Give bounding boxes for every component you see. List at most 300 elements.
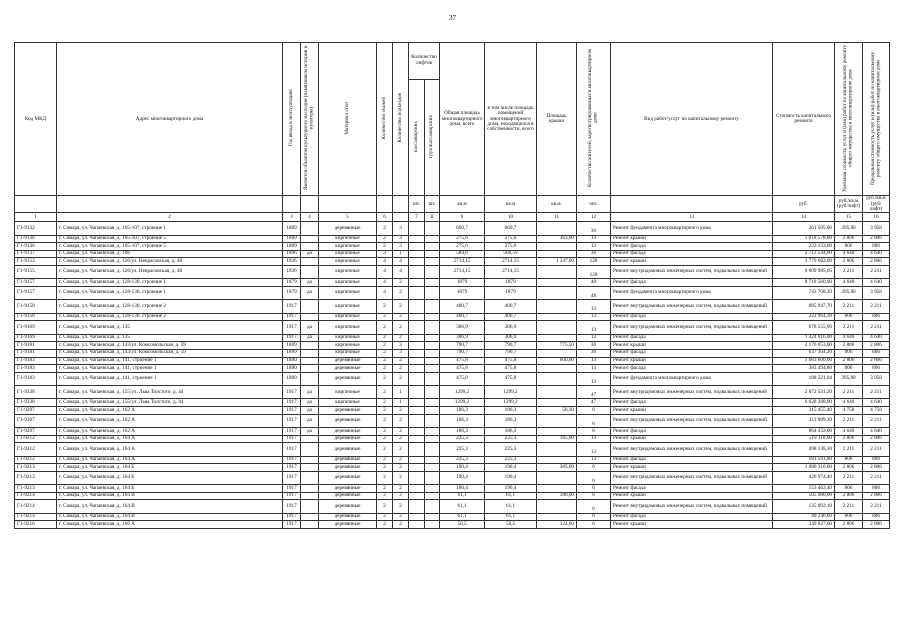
cell-address: г. Самара, ул. Чапаевская, д. 164 Б (57, 485, 283, 493)
cell-lifts-pass (409, 258, 425, 266)
cell-address: г. Самара, ул. Чапаевская, д. 105-107, строение 5 (57, 243, 283, 251)
cell-code: Г1-9136 (15, 235, 57, 243)
cell-area-roof (537, 428, 577, 436)
cell-entrances: 2 (393, 407, 409, 415)
cell-area-private: 1879 (485, 286, 537, 299)
cell-area-total: 190,4 (440, 471, 485, 484)
table-row (15, 513, 890, 521)
cell-lifts-freight (425, 357, 440, 365)
cell-unit-cost: 2 211 (835, 471, 863, 484)
cell-area-total: 225,3 (440, 435, 485, 443)
cell-cost: 1 018 578,00 (773, 235, 835, 243)
cell-cost: 519 110,00 (773, 435, 835, 443)
cell-residents: 6 (577, 485, 611, 493)
cell-area-private: 790,7 (485, 342, 537, 350)
cell-heritage: да (301, 414, 319, 427)
repair-register-table (14, 42, 890, 529)
cell-year: 1917 (283, 471, 301, 484)
cell-area-total: 475,8 (440, 365, 485, 373)
cell-floors: 4 (377, 286, 393, 299)
cell-address: г. Самара, ул. Чапаевская, д. 141, строение 1 (57, 357, 283, 365)
cell-area-total: 61,1 (440, 513, 485, 521)
cell-lifts-freight (425, 386, 440, 399)
table-row (15, 279, 890, 287)
cell-lifts-freight (425, 485, 440, 493)
cell-lifts-freight (425, 235, 440, 243)
cell-work: Ремонт фасада (611, 279, 773, 287)
cell-area-private: 186,3 (485, 407, 537, 415)
cell-area-private: 566,59 (485, 250, 537, 258)
cell-lifts-freight (425, 334, 440, 342)
cell-area-roof: 180,00 (537, 492, 577, 500)
cell-floors: 2 (377, 357, 393, 365)
cell-heritage (301, 485, 319, 493)
cell-code: Г1-9212 (15, 443, 57, 456)
cell-max-cost: 2 806 (863, 342, 890, 350)
table-row (15, 386, 890, 399)
cell-work: Ремонт фасада (611, 334, 773, 342)
cell-area-roof (537, 399, 577, 407)
cell-floors: 2 (377, 349, 393, 357)
cell-material: деревянные (319, 485, 377, 493)
cell-address: г. Самара, ул. Чапаевская, д. 166 А (57, 521, 283, 529)
cell-year: 1879 (283, 286, 301, 299)
cell-area-private: 225,3 (485, 456, 537, 464)
cell-max-cost: 4 640 (863, 334, 890, 342)
cell-year: 1917 (283, 321, 301, 334)
cell-material: деревянные (319, 464, 377, 472)
cell-heritage (301, 357, 319, 365)
cell-residents: 13 (577, 372, 611, 385)
cell-residents: 13 (577, 435, 611, 443)
cell-unit-cost: 2 211 (835, 321, 863, 334)
cell-heritage (301, 243, 319, 251)
cell-address: г. Самара, ул. Чапаевская, д. 162 А (57, 428, 283, 436)
cell-unit-cost: 4 640 (835, 399, 863, 407)
cell-cost: 637 304,20 (773, 349, 835, 357)
cell-material: кирпичные (319, 399, 377, 407)
cell-floors: 2 (377, 485, 393, 493)
cell-area-private: 190,4 (485, 464, 537, 472)
cell-heritage: да (301, 407, 319, 415)
cell-cost: 743 708,20 (773, 286, 835, 299)
cell-entrances: 3 (393, 349, 409, 357)
cell-area-total: 584,6 (440, 250, 485, 258)
cell-entrances: 2 (393, 334, 409, 342)
cell-lifts-pass (409, 349, 425, 357)
cell-area-total: 2714,15 (440, 265, 485, 278)
cell-area-private: 190,4 (485, 485, 537, 493)
cell-area-total: 660,7 (440, 222, 485, 235)
cell-area-total: 275,6 (440, 243, 485, 251)
cell-code: Г1-9136 (15, 243, 57, 251)
cell-material: деревянные (319, 372, 377, 385)
cell-area-total: 2714,15 (440, 258, 485, 266)
cell-work: Ремонт крыши (611, 357, 773, 365)
cell-year: 1917 (283, 513, 301, 521)
table-row (15, 407, 890, 415)
cell-area-private: 2714,15 (485, 258, 537, 266)
cell-area-roof (537, 471, 577, 484)
cell-unit-cost: 395,80 (835, 372, 863, 385)
cell-max-cost: 4 758 (863, 407, 890, 415)
cell-unit-cost: 2 211 (835, 386, 863, 399)
cell-year: 1917 (283, 407, 301, 415)
cell-work: Ремонт фасада (611, 243, 773, 251)
cell-entrances: 2 (393, 414, 409, 427)
cell-lifts-pass (409, 321, 425, 334)
header-cost: Стоимость капитального ремонта (773, 43, 835, 196)
header-unit-cost: Удельная стоимость услуг и (или) работ по капитальному ремонту общего имущества в многоквартирном доме (835, 43, 863, 196)
cell-address: г. Самара, ул. Чапаевская, д. 162 А (57, 407, 283, 415)
cell-floors: 2 (377, 407, 393, 415)
cell-heritage (301, 235, 319, 243)
cell-floors: 2 (377, 464, 393, 472)
cell-year: 1936 (283, 265, 301, 278)
cell-work: Ремонт внутридомовых инженерных систем, подвальных помещений (611, 386, 773, 399)
cell-residents: 36 (577, 250, 611, 258)
cell-area-private: 660,7 (485, 222, 537, 235)
cell-code: Г1-9169 (15, 321, 57, 334)
cell-lifts-freight (425, 372, 440, 385)
cell-heritage (301, 500, 319, 513)
cell-address: г. Самара, ул. Чапаевская, д. 164 В (57, 492, 283, 500)
unit-lifts-pass: шт. (409, 196, 425, 213)
cell-year: 1917 (283, 334, 301, 342)
cell-area-roof (537, 334, 577, 342)
cell-address: г. Самара, ул. Чапаевская, д. 106 (57, 250, 283, 258)
cell-max-cost: 2 211 (863, 386, 890, 399)
cell-lifts-pass (409, 286, 425, 299)
cell-code: Г1-9155 (15, 265, 57, 278)
cell-lifts-freight (425, 258, 440, 266)
cell-area-total: 790,7 (440, 349, 485, 357)
cell-area-total: 306,9 (440, 334, 485, 342)
cell-lifts-pass (409, 513, 425, 521)
cell-lifts-pass (409, 521, 425, 529)
cell-code: Г1-9338 (15, 386, 57, 399)
cell-residents: 13 (577, 313, 611, 321)
cell-area-private: 475,8 (485, 372, 537, 385)
table-row (15, 435, 890, 443)
cell-address: г. Самара, ул. Чапаевская, д. 105-107, строение 5 (57, 235, 283, 243)
cell-code: Г1-9213 (15, 464, 57, 472)
cell-area-private: 400,7 (485, 313, 537, 321)
cell-cost: 411 909,30 (773, 414, 835, 427)
cell-lifts-freight (425, 286, 440, 299)
table-row (15, 349, 890, 357)
cell-work: Ремонт фундамента многоквартирного дома (611, 372, 773, 385)
cell-area-total: 61,1 (440, 492, 485, 500)
cell-floors: 2 (377, 399, 393, 407)
cell-lifts-freight (425, 313, 440, 321)
cell-max-cost: 2 806 (863, 357, 890, 365)
cell-unit-cost: 2 806 (835, 342, 863, 350)
cell-work: Ремонт крыши (611, 464, 773, 472)
column-number-blank (393, 213, 409, 222)
cell-residents: 6 (577, 428, 611, 436)
cell-area-private: 225,3 (485, 443, 537, 456)
cell-area-total: 790,7 (440, 342, 485, 350)
cell-floors: 2 (377, 435, 393, 443)
cell-entrances: 2 (393, 372, 409, 385)
cell-cost: 181 591,80 (773, 456, 835, 464)
column-number: 5 (319, 213, 377, 222)
cell-heritage (301, 342, 319, 350)
cell-code: Г1-9183 (15, 365, 57, 373)
cell-lifts-pass (409, 334, 425, 342)
cell-floors: 4 (377, 258, 393, 266)
cell-lifts-freight (425, 407, 440, 415)
cell-heritage: да (301, 321, 319, 334)
cell-floors: 2 (377, 334, 393, 342)
cell-floors: 4 (377, 265, 393, 278)
table-row (15, 456, 890, 464)
cell-address: г. Самара, ул. Чапаевская, д. 135 (57, 321, 283, 334)
cell-cost: 1 080 310,00 (773, 464, 835, 472)
cell-work: Ремонт фасада (611, 428, 773, 436)
cell-area-total: 400,7 (440, 300, 485, 313)
cell-residents: 13 (577, 243, 611, 251)
cell-area-roof (537, 349, 577, 357)
cell-lifts-freight (425, 500, 440, 513)
cell-address: г. Самара, ул. Чапаевская, д. 143/ул. Комсомольская, д. 59 (57, 349, 283, 357)
cell-year: 1917 (283, 414, 301, 427)
cell-floors: 2 (377, 456, 393, 464)
cell-heritage: да (301, 279, 319, 287)
cell-address: г. Самара, ул. Чапаевская, д. 164 Б (57, 464, 283, 472)
cell-code: Г1-9338 (15, 399, 57, 407)
cell-lifts-pass (409, 500, 425, 513)
cell-cost: 322 964,20 (773, 313, 835, 321)
cell-heritage: да (301, 386, 319, 399)
cell-area-roof (537, 243, 577, 251)
cell-material: деревянные (319, 435, 377, 443)
cell-lifts-pass (409, 250, 425, 258)
column-number: 12 (577, 213, 611, 222)
cell-residents: 13 (577, 334, 611, 342)
cell-lifts-freight (425, 342, 440, 350)
cell-unit-cost: 4 640 (835, 428, 863, 436)
cell-lifts-freight (425, 265, 440, 278)
cell-area-roof (537, 300, 577, 313)
cell-residents: 13 (577, 443, 611, 456)
table-row (15, 521, 890, 529)
cell-year: 1889 (283, 342, 301, 350)
cell-residents: 128 (577, 258, 611, 266)
cell-area-total: 186,3 (440, 428, 485, 436)
cell-cost: 2 872 531,20 (773, 386, 835, 399)
cell-area-private: 2714,15 (485, 265, 537, 278)
column-number: 14 (773, 213, 835, 222)
cell-lifts-pass (409, 342, 425, 350)
cell-work: Ремонт фундамента многоквартирного дома (611, 222, 773, 235)
cell-material: кирпичные (319, 250, 377, 258)
cell-year: 1917 (283, 456, 301, 464)
cell-unit-cost: 806 (835, 349, 863, 357)
cell-work: Ремонт внутридомовых инженерных систем, подвальных помещений (611, 471, 773, 484)
cell-entrances: 4 (393, 265, 409, 278)
cell-lifts-freight (425, 435, 440, 443)
cell-code: Г1-9207 (15, 428, 57, 436)
cell-year: 1917 (283, 492, 301, 500)
cell-code: Г1-9158 (15, 300, 57, 313)
cell-year: 1917 (283, 428, 301, 436)
column-number: 1 (15, 213, 57, 222)
cell-floors: 3 (377, 250, 393, 258)
table-row (15, 428, 890, 436)
cell-residents: 47 (577, 399, 611, 407)
cell-area-private: 186,3 (485, 414, 537, 427)
cell-max-cost: 4 640 (863, 279, 890, 287)
cell-lifts-pass (409, 235, 425, 243)
cell-heritage (301, 492, 319, 500)
cell-unit-cost: 806 (835, 513, 863, 521)
table-row (15, 471, 890, 484)
cell-area-private: 275,6 (485, 243, 537, 251)
cell-floors: 2 (377, 513, 393, 521)
cell-lifts-freight (425, 443, 440, 456)
cell-material: кирпичные (319, 258, 377, 266)
cell-lifts-freight (425, 399, 440, 407)
cell-unit-cost: 4 640 (835, 279, 863, 287)
cell-address: г. Самара, ул. Чапаевская, д. 155/ул. Льва Толстого, д. 44 (57, 399, 283, 407)
cell-year: 1889 (283, 349, 301, 357)
cell-lifts-freight (425, 471, 440, 484)
cell-cost: 349 627,60 (773, 521, 835, 529)
cell-year: 1936 (283, 258, 301, 266)
cell-residents: 6 (577, 492, 611, 500)
cell-residents: 36 (577, 342, 611, 350)
table-row (15, 235, 890, 243)
cell-area-private: 275,6 (485, 235, 537, 243)
cell-lifts-pass (409, 399, 425, 407)
column-number: 9 (440, 213, 485, 222)
cell-cost: 135 092,10 (773, 500, 835, 513)
table-row (15, 222, 890, 235)
cell-cost: 261 505,06 (773, 222, 835, 235)
cell-year: 1917 (283, 399, 301, 407)
cell-material: деревянные (319, 365, 377, 373)
cell-work: Ремонт внутридомовых инженерных систем, подвальных помещений (611, 500, 773, 513)
cell-entrances: 2 (393, 521, 409, 529)
table-row (15, 258, 890, 266)
cell-work: Ремонт фасада (611, 399, 773, 407)
cell-area-roof: 775,50 (537, 342, 577, 350)
cell-area-roof (537, 321, 577, 334)
cell-floors: 2 (377, 428, 393, 436)
cell-work: Ремонт крыши (611, 342, 773, 350)
cell-lifts-pass (409, 435, 425, 443)
cell-lifts-pass (409, 443, 425, 456)
cell-area-roof (537, 456, 577, 464)
unit-max-cost: руб./кв.м (руб/лифт) (863, 196, 890, 213)
cell-residents: 13 (577, 365, 611, 373)
cell-material: деревянные (319, 456, 377, 464)
cell-max-cost: 3 958 (863, 222, 890, 235)
cell-residents: 48 (577, 279, 611, 287)
cell-residents: 6 (577, 513, 611, 521)
cell-area-total: 306,9 (440, 321, 485, 334)
cell-material: деревянные (319, 521, 377, 529)
cell-lifts-freight (425, 279, 440, 287)
cell-cost: 2 176 053,00 (773, 342, 835, 350)
cell-code: Г1-9181 (15, 342, 57, 350)
cell-lifts-pass (409, 265, 425, 278)
cell-residents: 13 (577, 235, 611, 243)
cell-max-cost: 806 (863, 513, 890, 521)
table-row (15, 265, 890, 278)
cell-area-private: 790,7 (485, 349, 537, 357)
cell-unit-cost: 4 758 (835, 407, 863, 415)
header-material: Материал стен (319, 43, 377, 196)
cell-year: 1889 (283, 235, 301, 243)
cell-area-private: 50,5 (485, 521, 537, 529)
cell-residents: 36 (577, 349, 611, 357)
table-row (15, 365, 890, 373)
cell-unit-cost: 806 (835, 243, 863, 251)
cell-residents: 13 (577, 321, 611, 334)
cell-area-roof (537, 365, 577, 373)
unit-lifts-freight: шт. (425, 196, 440, 213)
cell-floors: 2 (377, 471, 393, 484)
cell-area-roof (537, 265, 577, 278)
cell-unit-cost: 395,80 (835, 286, 863, 299)
cell-area-total: 475,8 (440, 372, 485, 385)
cell-max-cost: 4 640 (863, 250, 890, 258)
column-number: 3 (283, 213, 301, 222)
header-work: Вид работ/услуг по капитальному ремонту (611, 43, 773, 196)
header-residents: Количество жителей, зарегистрированных в многоквартирном доме (577, 43, 611, 196)
cell-lifts-pass (409, 471, 425, 484)
cell-work: Ремонт фундамента многоквартирного дома (611, 286, 773, 299)
cell-work: Ремонт фасада (611, 365, 773, 373)
cell-address: г. Самара, ул. Чапаевская, д. 105-107, строение 1 (57, 222, 283, 235)
cell-floors: 2 (377, 500, 393, 513)
cell-max-cost: 2 211 (863, 500, 890, 513)
cell-code: Г1-9153 (15, 258, 57, 266)
cell-work: Ремонт крыши (611, 235, 773, 243)
cell-floors: 2 (377, 386, 393, 399)
table-row (15, 399, 890, 407)
cell-max-cost: 4 640 (863, 399, 890, 407)
column-number: 15 (835, 213, 863, 222)
cell-material: кирпичные (319, 235, 377, 243)
unit-cost: руб. (773, 196, 835, 213)
cell-year: 1880 (283, 372, 301, 385)
cell-work: Ремонт крыши (611, 521, 773, 529)
cell-entrances: 1 (393, 399, 409, 407)
cell-residents: 47 (577, 386, 611, 399)
cell-lifts-freight (425, 321, 440, 334)
cell-work: Ремонт крыши (611, 435, 773, 443)
cell-heritage (301, 513, 319, 521)
cell-code: Г1-9213 (15, 485, 57, 493)
cell-residents: 128 (577, 265, 611, 278)
cell-work: Ремонт крыши (611, 258, 773, 266)
cell-max-cost: 2 211 (863, 300, 890, 313)
cell-entrances: 2 (393, 443, 409, 456)
cell-area-roof: 363,00 (537, 235, 577, 243)
cell-residents: 6 (577, 521, 611, 529)
cell-max-cost: 806 (863, 485, 890, 493)
cell-area-roof: 600,00 (537, 357, 577, 365)
cell-material: кирпичные (319, 321, 377, 334)
cell-year: 1917 (283, 521, 301, 529)
cell-entrances: 2 (393, 500, 409, 513)
cell-floors: 2 (377, 300, 393, 313)
cell-material: деревянные (319, 222, 377, 235)
